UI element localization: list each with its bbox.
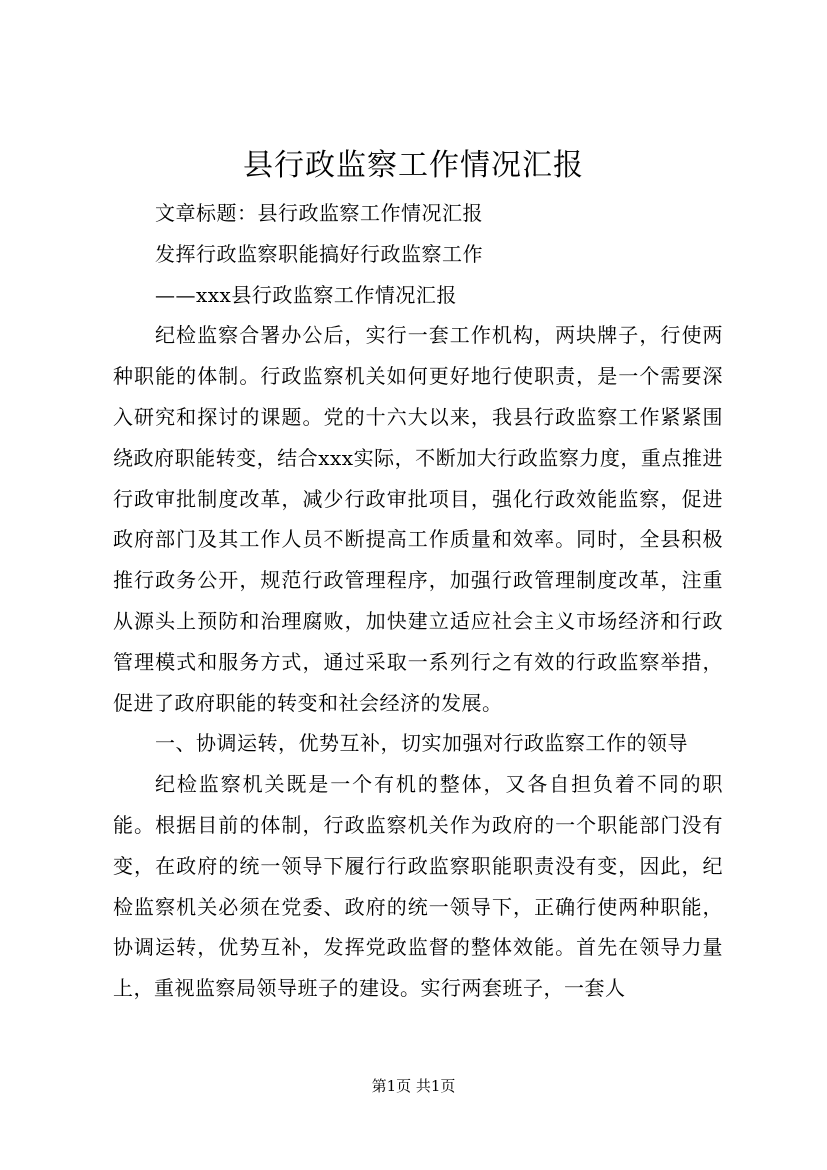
article-title-line: 文章标题：县行政监察工作情况汇报 [155,201,483,225]
subtitle-line: 发挥行政监察职能搞好行政监察工作 [155,241,483,266]
page-footer: 第1页 共1页 [371,1077,456,1095]
byline: ——xxx县行政监察工作情况汇报 [155,282,457,307]
document-title: 县行政监察工作情况汇报 [243,148,584,183]
document-body [113,193,723,1009]
body-paragraph: 纪检监察机关既是一个有机的整体，又各自担负着不同的职能。根据目前的体制，行政监察机关作为政府的一个职能部门没有变，在政府的统一领导下履行行政监察职能职责没有变，因此，纪检监察机关必须在党委、政府的统一领导下，正确行使两种职能，协调运转，优势互补，发挥党政监督的整体效能。首先在领导力量上，重视监察局领导班子的建设。实行两套班子，一套人 [113,772,723,1001]
section-heading: 一、协调运转，优势互补，切实加强对行政监察工作的领导 [155,731,688,756]
body-paragraph: 纪检监察合署办公后，实行一套工作机构，两块牌子，行使两种职能的体制。行政监察机关如何更好地行使职责，是一个需要深入研究和探讨的课题。党的十六大以来，我县行政监察工作紧紧围绕政府职能转变，结合xxx实际，不断加大行政监察力度，重点推进行政审批制度改革，减少行政审批项目，强化行政效能监察，促进政府部门及其工作人员不断提高工作质量和效率。同时，全县积极推行政务公开，规范行政管理程序，加强行政管理制度改革，注重从源头上预防和治理腐败，加快建立适应社会主义市场经济和行政管理模式和服务方式，通过采取一系列行之有效的行政监察举措，促进了政府职能的转变和社会经济的发展。 [113,323,723,715]
